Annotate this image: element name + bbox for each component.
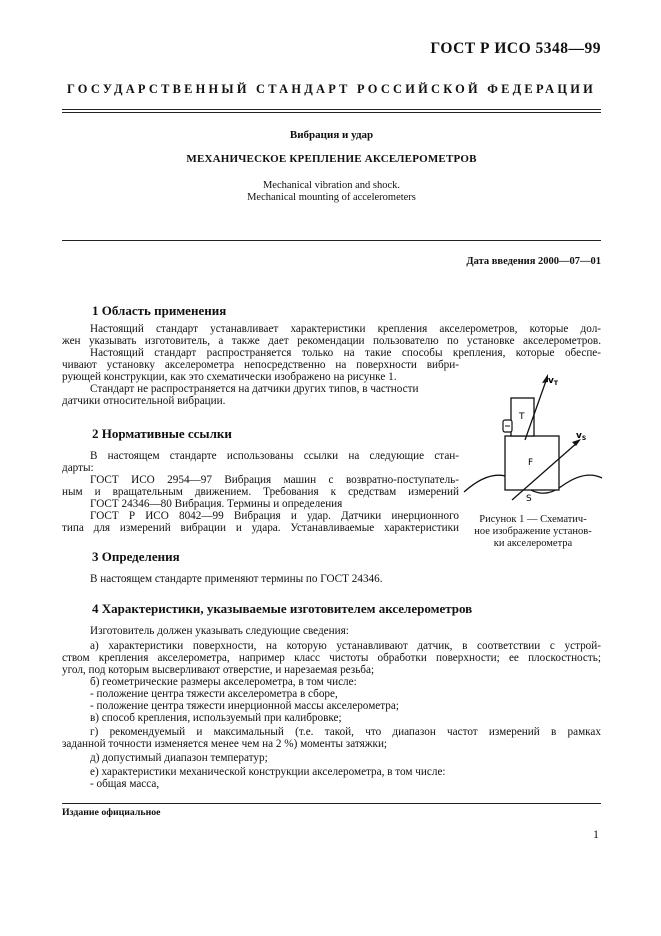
s4-line-1: Изготовитель должен указывать следующие сведения: [90,625,349,637]
s2-reference-1-line-1: ГОСТ ИСО 2954—97 Вибрация машин с возвратно-поступатель- [90,474,459,486]
footer-rule [62,803,601,804]
section-2-heading: 2 Нормативные ссылки [92,426,232,441]
s4-line-6: - положение центра тяжести акселерометра в сборе, [90,688,338,700]
s3-paragraph: В настоящем стандарте применяют термины по ГОСТ 24346. [90,573,383,585]
s4-line-9: г) рекомендуемый и максимальный (т.е. такой, что диапазон частот измерений в рамках [90,726,601,738]
s2-reference-3-line-1: ГОСТ Р ИСО 8042—99 Вибрация и удар. Датчики инерционного [90,510,459,522]
s2-reference-1-line-2: ным и вращательным движением. Требования к средствам измерений [62,486,459,498]
s1-paragraph-3-line-2: датчики относительной вибрации. [62,395,226,407]
main-title: МЕХАНИЧЕСКОЕ КРЕПЛЕНИЕ АКСЕЛЕРОМЕТРОВ [186,153,477,165]
section-4-heading: 4 Характеристики, указываемые изготовителем акселерометров [92,601,473,616]
english-title-line-1: Mechanical vibration and shock. [262,180,401,191]
s2-paragraph-1-line-1: В настоящем стандарте использованы ссылки на следующие стан- [90,450,459,462]
s4-line-4: угол, под которым высверливают отверстие, и нарезаемая резьба; [62,664,375,676]
english-title-line-2: Mechanical mounting of accelerometers [247,192,416,203]
s4-line-13: - общая масса, [90,778,160,790]
figure-1-caption [463,514,603,550]
introduction-date: Дата введения 2000—07—01 [466,256,601,267]
caption-line-2: ное изображение установ- [474,526,592,537]
s1-paragraph-2-line-3: рующей конструкции, как это схематически изображено на рисунке 1. [62,371,397,383]
s2-paragraph-1-line-2: дарты: [62,462,94,474]
caption-line-3: ки акселерометра [493,538,573,549]
label-vs: $v_S$ [576,431,587,442]
label-t: T [519,412,525,422]
label-vt: $v_T$ [548,376,558,387]
s4-line-12: е) характеристики механической конструкции акселерометра, в том числе: [90,766,446,778]
document-code: ГОСТ Р ИСО 5348—99 [430,40,601,57]
s4-line-10: заданной точности изменяется менее чем на 2 %) моменты затяжки; [62,738,388,750]
label-s: S [526,494,532,504]
s1-paragraph-1-line-2: жен указывать изготовитель, а также дает рекомендации пользователю по установке акселерометров. [62,335,601,347]
section-3-heading: 3 Определения [92,549,180,564]
s1-paragraph-2-line-1: Настоящий стандарт распространяется только на такие способы крепления, которые обеспе- [90,347,601,359]
subject-title: Вибрация и удар [289,129,374,141]
section-1-heading: 1 Область применения [92,303,227,318]
s4-line-3: ством крепления акселерометра, например класс чистоты обработки поверхности; ее плоскостность; [62,652,601,664]
official-edition-label: Издание официальное [62,807,161,818]
title-divider [62,240,601,241]
s2-reference-3-line-2: типа для измерений вибрации и удара. Устанавливаемые характеристики [62,522,459,534]
accelerometer-mounting-figure [462,370,604,504]
header-rule-bottom [62,112,601,113]
s4-line-5: б) геометрические размеры акселерометра, в том числе: [90,676,357,688]
s4-line-8: в) способ крепления, используемый при калибровке; [90,712,342,724]
s1-paragraph-3-line-1: Стандарт не распространяется на датчики других типов, в частности [90,383,419,395]
s4-line-7: - положение центра тяжести инерционной массы акселерометра; [90,700,399,712]
s1-paragraph-1-line-1: Настоящий стандарт устанавливает характеристики крепления акселерометров, которые дол- [90,323,601,335]
header-rule-top [62,109,601,110]
s4-line-11: д) допустимый диапазон температур; [90,752,268,764]
page-number: 1 [593,827,599,841]
s2-reference-2: ГОСТ 24346—80 Вибрация. Термины и определения [90,498,343,510]
label-f: F [528,458,534,468]
caption-line-1: Рисунок 1 — Схематич- [479,514,587,525]
state-standard-title: ГОСУДАРСТВЕННЫЙ СТАНДАРТ РОССИЙСКОЙ ФЕДЕРАЦИИ [66,82,597,96]
s1-paragraph-2-line-2: чивают установку акселерометра непосредственно на поверхности вибри- [62,359,459,371]
s4-line-2: а) характеристики поверхности, на которую устанавливают датчик, в соответствии с устрой- [90,640,601,652]
